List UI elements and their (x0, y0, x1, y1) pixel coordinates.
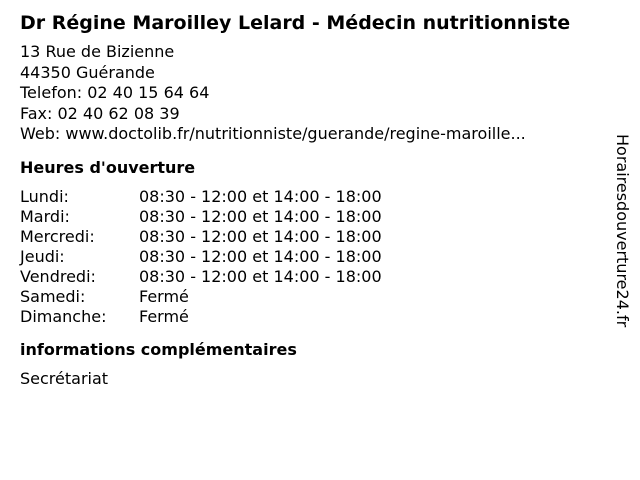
day-label: Samedi: (20, 286, 86, 306)
fax-number: Fax: 02 40 62 08 39 (20, 103, 180, 123)
info-heading: informations complémentaires (20, 339, 297, 359)
hours-row-mercredi (20, 227, 610, 247)
day-label: Jeudi: (20, 246, 65, 266)
hours-row-lundi (20, 187, 610, 207)
hours-row-mardi (20, 207, 610, 227)
address-city: 44350 Guérande (20, 62, 155, 82)
hours-row-jeudi (20, 247, 610, 267)
day-hours: Fermé (139, 306, 189, 326)
day-hours: 08:30 - 12:00 et 14:00 - 18:00 (139, 246, 382, 266)
hours-row-vendredi (20, 267, 610, 287)
hours-heading: Heures d'ouverture (20, 157, 196, 177)
contact-block (20, 42, 610, 145)
address-street: 13 Rue de Bizienne (20, 42, 175, 61)
hours-row-dimanche (20, 307, 610, 327)
phone-number: Telefon: 02 40 15 64 64 (20, 83, 210, 102)
day-hours: 08:30 - 12:00 et 14:00 - 18:00 (139, 226, 382, 246)
info-text: Secrétariat (20, 368, 109, 388)
day-hours: 08:30 - 12:00 et 14:00 - 18:00 (139, 266, 382, 286)
day-hours: 08:30 - 12:00 et 14:00 - 18:00 (139, 186, 382, 206)
hours-row-samedi (20, 287, 610, 307)
business-card (20, 10, 610, 389)
day-hours: 08:30 - 12:00 et 14:00 - 18:00 (139, 206, 382, 226)
side-brand-watermark: Horairesdouverture24.fr (613, 134, 632, 328)
day-label: Mercredi: (20, 226, 95, 246)
day-label: Mardi: (20, 206, 70, 226)
day-label: Lundi: (20, 186, 69, 206)
website-link[interactable]: Web: www.doctolib.fr/nutritionniste/guerande/regine-maroille... (20, 124, 526, 143)
day-label: Dimanche: (20, 306, 107, 326)
day-label: Vendredi: (20, 266, 96, 286)
page-title: Dr Régine Maroilley Lelard - Médecin nutritionniste (20, 12, 571, 34)
day-hours: Fermé (139, 286, 189, 306)
hours-table (20, 187, 610, 327)
